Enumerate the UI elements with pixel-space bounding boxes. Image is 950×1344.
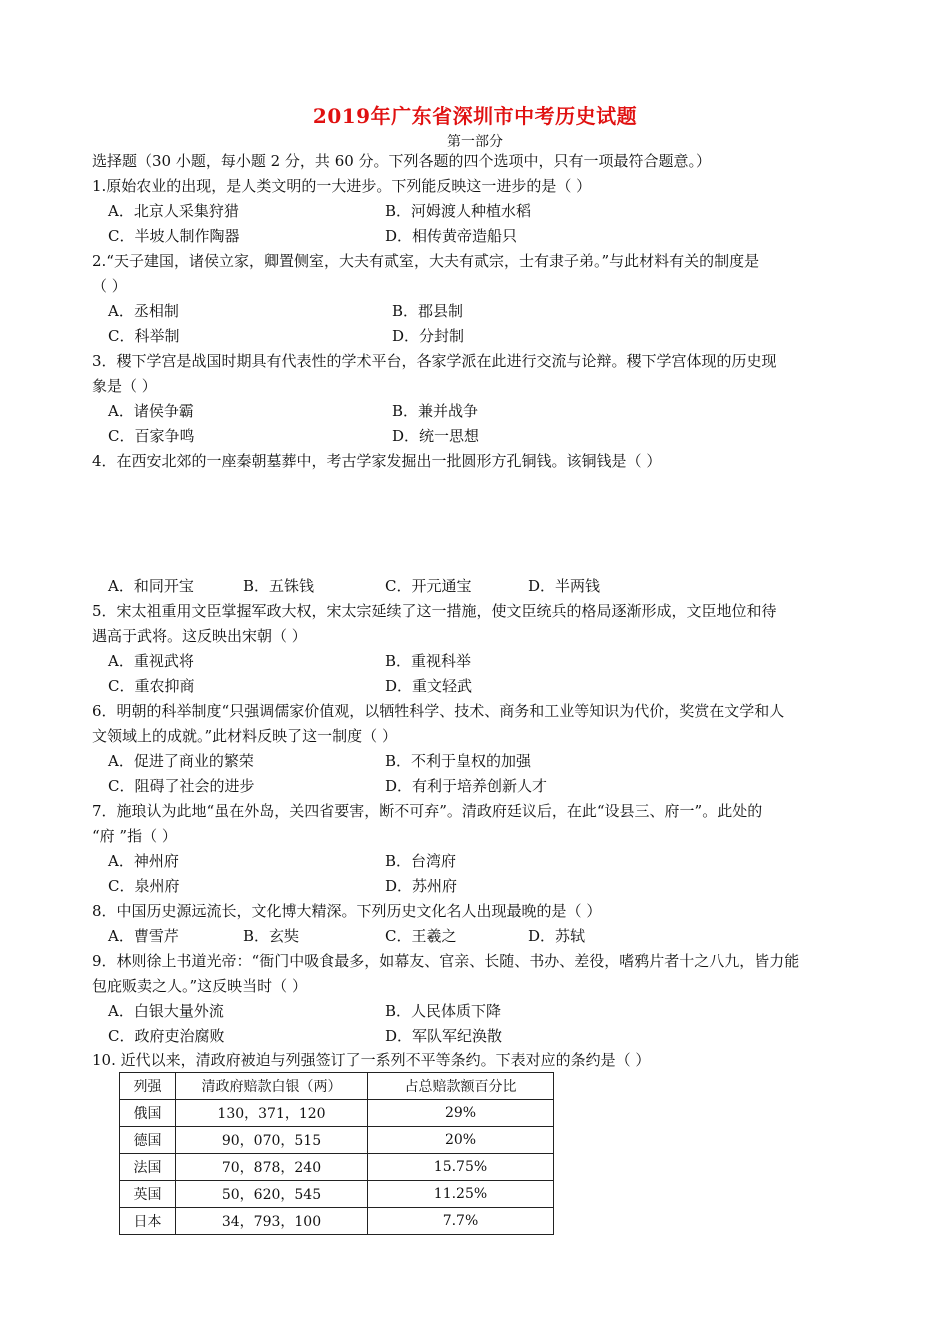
question-7-stem-line1: 7．施琅认为此地“虽在外岛，关四省要害，断不可弃”。清政府廷议后，在此“设县三、府一”。此处的 (92, 802, 763, 820)
q6-option-a: A．促进了商业的繁荣 (108, 752, 254, 770)
q4-option-a: A．和同开宝 (108, 577, 194, 595)
question-6-stem-line1: 6．明朝的科举制度“只强调儒家价值观，以牺牲科学、技术、商务和工业等知识为代价，奖赏在文学和人 (92, 702, 785, 720)
table-header-cell: 占总赔款额百分比 (368, 1073, 554, 1100)
question-2-stem-line1: 2.“天子建国，诸侯立家，卿置侧室，大夫有贰室，大夫有贰宗，士有隶子弟。”与此材料有关的制度是 (92, 252, 760, 270)
q5-option-b: B．重视科举 (385, 652, 472, 670)
question-3-stem-line1: 3．稷下学宫是战国时期具有代表性的学术平台，各家学派在此进行交流与论辩。稷下学宫体现的历史现 (92, 352, 777, 370)
section-heading: 第一部分 (447, 134, 503, 150)
question-8-stem: 8．中国历史源远流长，文化博大精深。下列历史文化名人出现最晚的是（ ） (92, 902, 602, 920)
table-header-row (120, 1073, 554, 1100)
q9-option-d: D．军队军纪涣散 (385, 1027, 503, 1045)
q7-option-d: D．苏州府 (385, 877, 458, 895)
table-cell: 法国 (120, 1154, 176, 1181)
q4-option-b: B．五铢钱 (243, 577, 315, 595)
table-cell: 11.25% (368, 1181, 554, 1208)
q1-option-d: D．相传黄帝造船只 (385, 227, 518, 245)
q1-option-a: A．北京人采集狩猎 (108, 202, 239, 220)
q2-option-b: B．郡县制 (392, 302, 464, 320)
q8-option-d: D．苏轼 (528, 927, 586, 945)
q9-option-c: C．政府吏治腐败 (108, 1027, 225, 1045)
question-1-stem: 1.原始农业的出现，是人类文明的一大进步。下列能反映这一进步的是（ ） (92, 177, 592, 195)
q9-option-a: A．白银大量外流 (108, 1002, 224, 1020)
q5-option-c: C．重农抑商 (108, 677, 195, 695)
q3-option-a: A．诸侯争霸 (108, 402, 194, 420)
table-cell: 50，620，545 (176, 1181, 368, 1208)
q7-option-c: C．泉州府 (108, 877, 180, 895)
table-cell: 70，878，240 (176, 1154, 368, 1181)
q9-option-b: B．人民体质下降 (385, 1002, 502, 1020)
q7-option-a: A．神州府 (108, 852, 179, 870)
question-7-stem-line2: “府 ”指（ ） (92, 827, 177, 845)
table-cell: 德国 (120, 1127, 176, 1154)
q6-option-c: C．阻碍了社会的进步 (108, 777, 255, 795)
question-5-stem-line1: 5．宋太祖重用文臣掌握军政大权，宋太宗延续了这一措施，使文臣统兵的格局逐渐形成，文臣地位和待 (92, 602, 777, 620)
table-row (120, 1208, 554, 1235)
question-2-stem-line2: （ ） (92, 277, 127, 295)
q1-option-c: C．半坡人制作陶器 (108, 227, 240, 245)
q2-option-c: C．科举制 (108, 327, 180, 345)
question-4-stem: 4．在西安北郊的一座秦朝墓葬中，考古学家发掘出一批圆形方孔铜钱。该铜钱是（ ） (92, 452, 662, 470)
q5-option-d: D．重文轻武 (385, 677, 473, 695)
q4-option-c: C．开元通宝 (385, 577, 472, 595)
q4-option-d: D．半两钱 (528, 577, 601, 595)
table-header-cell: 列强 (120, 1073, 176, 1100)
table-cell: 7.7% (368, 1208, 554, 1235)
table-header-cell: 清政府赔款白银（两） (176, 1073, 368, 1100)
table-row (120, 1127, 554, 1154)
question-6-stem-line2: 文领域上的成就。”此材料反映了这一制度（ ） (92, 727, 397, 745)
q8-option-c: C．王羲之 (385, 927, 457, 945)
q3-option-c: C．百家争鸣 (108, 427, 195, 445)
q3-option-d: D．统一思想 (392, 427, 480, 445)
question-3-stem-line2: 象是（ ） (92, 377, 157, 395)
table-cell: 29% (368, 1100, 554, 1127)
q6-option-d: D．有利于培养创新人才 (385, 777, 548, 795)
q2-option-a: A．丞相制 (108, 302, 179, 320)
table-cell: 俄国 (120, 1100, 176, 1127)
page-title: 2019年广东省深圳市中考历史试题 (312, 104, 638, 128)
table-cell: 日本 (120, 1208, 176, 1235)
q5-option-a: A．重视武将 (108, 652, 194, 670)
q8-option-b: B．玄奘 (243, 927, 300, 945)
question-9-stem-line2: 包庇贩卖之人。”这反映当时（ ） (92, 977, 307, 995)
instructions: 选择题（30 小题，每小题 2 分，共 60 分。下列各题的四个选项中，只有一项最符合题意。） (92, 152, 712, 170)
table-cell: 34，793，100 (176, 1208, 368, 1235)
table-row (120, 1181, 554, 1208)
q7-option-b: B．台湾府 (385, 852, 457, 870)
table-cell: 20% (368, 1127, 554, 1154)
table-row (120, 1154, 554, 1181)
q2-option-d: D．分封制 (392, 327, 465, 345)
table-cell: 15.75% (368, 1154, 554, 1181)
question-9-stem-line1: 9．林则徐上书道光帝：“衙门中吸食最多，如幕友、官亲、长随、书办、差役，嗜鸦片者十之八九，皆力能 (92, 952, 800, 970)
q1-option-b: B．河姆渡人种植水稻 (385, 202, 532, 220)
table-cell: 英国 (120, 1181, 176, 1208)
table-row (120, 1100, 554, 1127)
indemnity-table (119, 1072, 554, 1235)
q3-option-b: B．兼并战争 (392, 402, 479, 420)
table-cell: 90，070，515 (176, 1127, 368, 1154)
q6-option-b: B．不利于皇权的加强 (385, 752, 532, 770)
table-cell: 130，371，120 (176, 1100, 368, 1127)
q8-option-a: A．曹雪芹 (108, 927, 179, 945)
question-5-stem-line2: 遇高于武将。这反映出宋朝（ ） (92, 627, 307, 645)
question-10-stem: 10. 近代以来，清政府被迫与列强签订了一系列不平等条约。下表对应的条约是（ ） (92, 1051, 651, 1069)
